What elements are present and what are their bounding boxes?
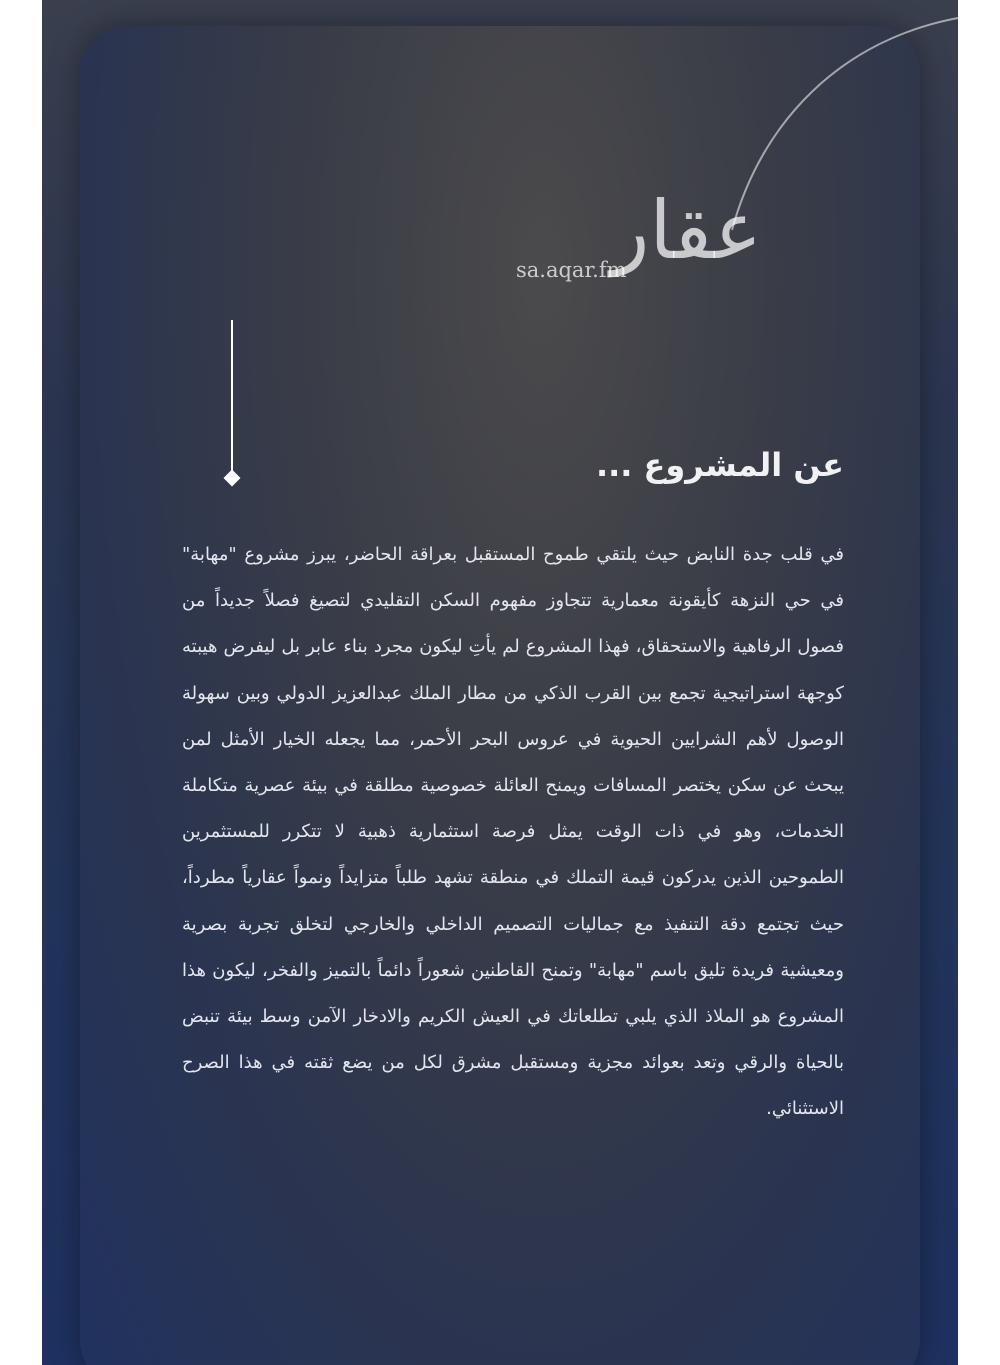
section-body-text: في قلب جدة النابض حيث يلتقي طموح المستقبل بعراقة الحاضر، يبرز مشروع "مهابة" في حي النزهة كأيقونة معمارية تتجاوز مفهوم السكن التقليدي لتصيغ فصلاً جديداً من فصول الرفاهية والاستحقاق، فهذا المشروع لم يأتِ ليكون مجرد بناء عابر بل ليفرض هيبته كوجهة استراتيجية تجمع بين القرب الذكي من مطار الملك عبدالعزيز الدولي وبين سهولة الوصول لأهم الشرايين الحيوية في عروس البحر الأحمر، مما يجعله الخيار الأمثل لمن يبحث عن سكن يختصر المسافات ويمنح العائلة خصوصية مطلقة في بيئة عصرية متكاملة الخدمات، وهو في ذات الوقت يمثل فرصة استثمارية ذهبية لا تتكرر للمستثمرين الطموحين الذين يدركون قيمة التملك في منطقة تشهد طلباً متزايداً ونمواً عقارياً مطرداً، حيث تجتمع دقة التنفيذ مع جماليات التصميم الداخلي والخارجي لتخلق تجربة بصرية ومعيشية فريدة تليق باسم "مهابة" وتمنح القاطنين شعوراً دائماً بالتميز والفخر، ليكون هذا المشروع هو الملاذ الذي يلبي تطلعاتك في العيش الكريم والادخار الآمن وسط بيئة تنبض بالحياة والرقي وتعد بعوائد مجزية ومستقبل مشرق لكل من يضع ثقته في هذا الصرح الاستثنائي.: [182, 544, 844, 1120]
page-background: [42, 0, 958, 1365]
section-heading: عن المشروع ...: [595, 446, 844, 484]
aqar-logo: [462, 186, 762, 296]
logo-url: sa.aqar.fm: [516, 258, 627, 282]
vertical-line-decoration: [231, 320, 233, 472]
logo-wordmark: عقار: [610, 184, 762, 277]
